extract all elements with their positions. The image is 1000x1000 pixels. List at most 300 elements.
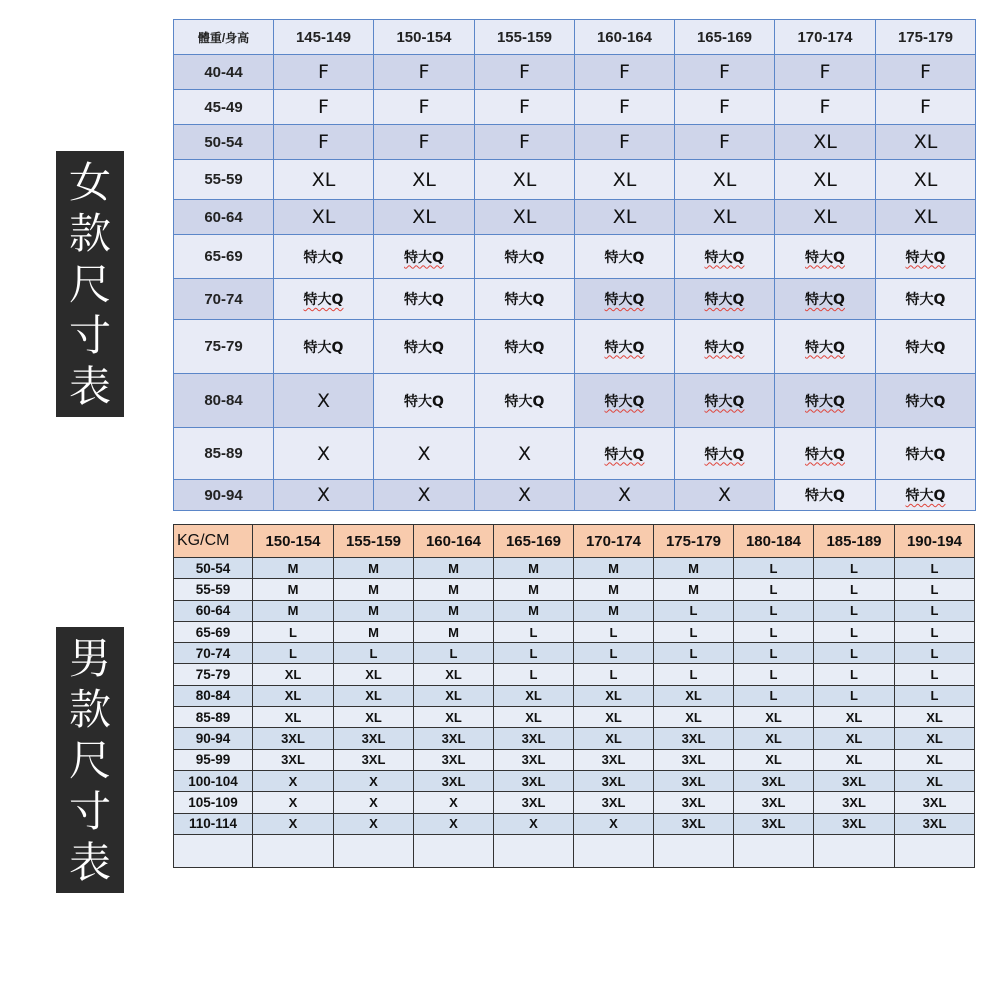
size-value: 特大Q (404, 249, 444, 266)
size-cell: L (414, 643, 494, 664)
column-header: 150-154 (374, 20, 475, 55)
size-cell: L (814, 685, 895, 706)
size-cell (475, 160, 575, 200)
column-header: 175-179 (654, 525, 734, 558)
size-cell: M (334, 579, 414, 600)
size-cell: L (494, 664, 574, 685)
size-value: X (517, 484, 532, 506)
row-header: 80-84 (174, 374, 274, 428)
size-cell: L (895, 579, 975, 600)
column-header: 160-164 (414, 525, 494, 558)
size-cell: XL (895, 749, 975, 770)
size-cell: X (253, 813, 334, 834)
table-row (174, 600, 975, 621)
table-row (174, 320, 976, 374)
column-header: 145-149 (274, 20, 374, 55)
table-row (174, 480, 976, 511)
column-header: 155-159 (334, 525, 414, 558)
size-cell: 3XL (654, 792, 734, 813)
size-cell: L (654, 664, 734, 685)
label-char: 女 (68, 157, 111, 207)
size-cell (575, 374, 675, 428)
size-cell: M (494, 579, 574, 600)
size-cell (775, 374, 876, 428)
table-row (174, 728, 975, 749)
size-cell (876, 125, 976, 160)
size-value: XL (512, 168, 537, 191)
size-cell (374, 279, 475, 320)
size-value: 特大Q (704, 446, 745, 463)
size-cell (575, 160, 675, 200)
size-value: XL (311, 168, 336, 191)
size-value: X (417, 484, 431, 506)
size-cell: L (814, 600, 895, 621)
size-cell: XL (253, 707, 334, 728)
size-cell: 3XL (494, 792, 574, 813)
size-cell: 3XL (734, 792, 814, 813)
size-cell: L (253, 621, 334, 642)
size-cell (775, 480, 876, 511)
size-cell: XL (574, 685, 654, 706)
size-value: 特大Q (604, 292, 645, 308)
size-cell: L (494, 621, 574, 642)
size-cell: XL (253, 664, 334, 685)
size-value: F (418, 96, 430, 118)
size-cell: X (253, 770, 334, 791)
size-cell (876, 55, 976, 90)
row-header: 75-79 (174, 664, 253, 685)
size-cell: L (814, 621, 895, 642)
size-value: 特大Q (805, 446, 845, 463)
row-header: 105-109 (174, 792, 253, 813)
size-value: 特大Q (604, 249, 645, 266)
size-cell: M (253, 558, 334, 579)
size-value: 特大Q (704, 249, 745, 266)
column-header: 150-154 (253, 525, 334, 558)
size-cell: 3XL (814, 792, 895, 813)
size-cell: X (574, 813, 654, 834)
size-cell (414, 834, 494, 867)
size-value: XL (813, 168, 837, 191)
size-cell: L (574, 664, 654, 685)
size-cell (675, 480, 775, 511)
size-cell (494, 834, 574, 867)
size-cell: 3XL (494, 728, 574, 749)
size-cell (675, 55, 775, 90)
size-cell: L (734, 600, 814, 621)
size-cell: XL (334, 685, 414, 706)
size-cell: 3XL (654, 749, 734, 770)
size-cell (253, 834, 334, 867)
size-cell (274, 480, 374, 511)
size-value: 特大Q (905, 249, 946, 266)
table-row (174, 621, 975, 642)
table-row (174, 664, 975, 685)
column-header: 170-174 (574, 525, 654, 558)
label-char: 寸 (68, 786, 111, 836)
size-cell: 3XL (574, 749, 654, 770)
table-row (174, 707, 975, 728)
size-cell: XL (414, 685, 494, 706)
size-cell: XL (895, 728, 975, 749)
row-header: 70-74 (174, 643, 253, 664)
size-cell (675, 320, 775, 374)
size-cell (675, 279, 775, 320)
size-value: F (819, 61, 831, 83)
size-cell: XL (734, 707, 814, 728)
size-value: 特大Q (604, 446, 645, 463)
size-cell: 3XL (253, 749, 334, 770)
size-cell (575, 55, 675, 90)
size-cell: M (253, 600, 334, 621)
size-cell (374, 125, 475, 160)
size-value: F (920, 96, 931, 118)
size-value: 特大Q (704, 339, 745, 356)
size-cell (334, 834, 414, 867)
size-cell: L (814, 558, 895, 579)
size-cell (475, 90, 575, 125)
label-char: 寸 (68, 310, 111, 360)
size-value: 特大Q (805, 393, 845, 410)
size-cell (775, 320, 876, 374)
size-cell (675, 160, 775, 200)
size-cell: XL (895, 707, 975, 728)
corner-header: KG/CM (174, 525, 253, 558)
label-char: 男 (68, 633, 111, 683)
size-cell (876, 480, 976, 511)
corner-header: 體重/身高 (174, 20, 274, 55)
size-value: XL (913, 206, 938, 228)
size-value: X (517, 442, 532, 465)
size-cell: M (574, 579, 654, 600)
size-value: 特大Q (303, 249, 344, 266)
size-cell (274, 90, 374, 125)
label-char: 表 (68, 837, 111, 887)
column-header: 180-184 (734, 525, 814, 558)
label-char: 表 (68, 361, 111, 411)
row-header: 60-64 (174, 600, 253, 621)
size-cell (876, 90, 976, 125)
size-cell: XL (334, 707, 414, 728)
size-cell (274, 200, 374, 235)
size-value: 特大Q (504, 339, 545, 356)
size-cell: L (895, 664, 975, 685)
size-value: 特大Q (905, 292, 946, 308)
size-cell: 3XL (814, 770, 895, 791)
size-value: XL (913, 168, 938, 191)
table-row (174, 428, 976, 480)
size-cell: M (253, 579, 334, 600)
size-value: 特大Q (504, 292, 545, 308)
size-value: F (418, 131, 430, 153)
size-cell: M (334, 621, 414, 642)
size-cell (274, 279, 374, 320)
size-cell: 3XL (414, 749, 494, 770)
row-header: 55-59 (174, 160, 274, 200)
size-cell: L (253, 643, 334, 664)
table-row (174, 643, 975, 664)
size-cell: L (734, 579, 814, 600)
size-cell (775, 428, 876, 480)
size-value: 特大Q (604, 339, 645, 356)
size-cell: L (895, 643, 975, 664)
size-cell (876, 279, 976, 320)
row-header: 70-74 (174, 279, 274, 320)
size-value: X (316, 442, 331, 465)
size-cell: L (814, 664, 895, 685)
size-cell (575, 428, 675, 480)
size-value: 特大Q (905, 339, 946, 356)
size-value: XL (612, 168, 637, 191)
size-cell (574, 834, 654, 867)
size-value: 特大Q (303, 339, 344, 356)
size-value: 特大Q (805, 292, 845, 308)
size-cell (274, 374, 374, 428)
size-value: 特大Q (504, 249, 545, 266)
size-cell: M (414, 621, 494, 642)
size-value: F (719, 96, 730, 118)
size-value: 特大Q (704, 393, 745, 410)
size-value: F (418, 61, 430, 83)
size-value: 特大Q (404, 393, 444, 410)
size-cell: L (734, 558, 814, 579)
size-cell: XL (734, 728, 814, 749)
size-value: F (719, 61, 730, 83)
label-char: 款 (68, 208, 111, 258)
row-header: 55-59 (174, 579, 253, 600)
row-header: 50-54 (174, 558, 253, 579)
size-cell (876, 320, 976, 374)
row-header (174, 834, 253, 867)
size-value: XL (813, 206, 837, 228)
column-header: 155-159 (475, 20, 575, 55)
size-cell: 3XL (334, 728, 414, 749)
size-value: F (619, 61, 630, 83)
size-value: XL (311, 206, 336, 228)
size-cell (876, 428, 976, 480)
size-cell: XL (414, 664, 494, 685)
size-cell (475, 200, 575, 235)
size-cell (274, 320, 374, 374)
column-header: 165-169 (494, 525, 574, 558)
size-cell (374, 374, 475, 428)
row-header: 85-89 (174, 707, 253, 728)
size-cell: XL (494, 707, 574, 728)
size-cell: M (414, 579, 494, 600)
size-cell: X (414, 813, 494, 834)
size-cell (775, 200, 876, 235)
size-cell: X (334, 792, 414, 813)
size-cell: L (494, 643, 574, 664)
size-value: F (619, 96, 630, 118)
size-cell (775, 125, 876, 160)
size-cell (274, 125, 374, 160)
size-cell (675, 90, 775, 125)
size-cell (374, 235, 475, 279)
size-cell (475, 55, 575, 90)
size-cell: 3XL (574, 792, 654, 813)
size-cell: 3XL (654, 813, 734, 834)
size-value: XL (712, 168, 737, 191)
size-value: X (717, 484, 732, 506)
table-row (174, 235, 976, 279)
size-cell (775, 55, 876, 90)
size-value: X (417, 442, 431, 465)
size-cell (814, 834, 895, 867)
size-cell: M (334, 558, 414, 579)
size-value: F (318, 131, 329, 153)
label-char: 尺 (68, 735, 111, 785)
size-cell: 3XL (494, 770, 574, 791)
size-value: XL (512, 206, 537, 228)
size-cell: XL (814, 728, 895, 749)
size-cell: XL (654, 685, 734, 706)
size-value: 特大Q (504, 393, 545, 410)
size-cell: 3XL (574, 770, 654, 791)
size-cell (775, 160, 876, 200)
size-value: F (819, 96, 831, 118)
size-cell (675, 125, 775, 160)
size-cell: M (654, 579, 734, 600)
size-cell: X (414, 792, 494, 813)
size-value: 特大Q (805, 249, 845, 266)
size-cell (876, 374, 976, 428)
size-cell (374, 428, 475, 480)
size-value: F (920, 61, 931, 83)
row-header: 75-79 (174, 320, 274, 374)
size-cell: XL (574, 728, 654, 749)
size-cell: L (574, 643, 654, 664)
size-value: 特大Q (905, 446, 946, 463)
size-cell: M (574, 558, 654, 579)
size-cell (374, 55, 475, 90)
header-row (174, 525, 975, 558)
column-header: 165-169 (675, 20, 775, 55)
table-row (174, 55, 976, 90)
size-cell: M (654, 558, 734, 579)
size-cell: M (494, 558, 574, 579)
size-cell: XL (574, 707, 654, 728)
empty-row (174, 834, 975, 867)
table-row (174, 813, 975, 834)
row-header: 95-99 (174, 749, 253, 770)
size-cell (374, 160, 475, 200)
label-char: 尺 (68, 259, 111, 309)
size-cell: L (814, 643, 895, 664)
size-cell (775, 235, 876, 279)
size-value: 特大Q (704, 292, 745, 308)
size-value: F (318, 61, 329, 83)
size-cell: X (334, 770, 414, 791)
table-row (174, 90, 976, 125)
size-value: F (519, 96, 530, 118)
row-header: 110-114 (174, 813, 253, 834)
size-cell (675, 428, 775, 480)
size-cell (734, 834, 814, 867)
size-value: XL (712, 206, 737, 228)
row-header: 60-64 (174, 200, 274, 235)
row-header: 65-69 (174, 235, 274, 279)
size-value: 特大Q (905, 488, 946, 504)
size-cell: M (574, 600, 654, 621)
header-row (174, 20, 976, 55)
size-cell: XL (494, 685, 574, 706)
size-cell: L (895, 558, 975, 579)
size-cell: 3XL (895, 792, 975, 813)
size-cell: 3XL (414, 770, 494, 791)
size-cell: 3XL (814, 813, 895, 834)
size-cell: L (895, 621, 975, 642)
table-row (174, 160, 976, 200)
size-cell: 3XL (334, 749, 414, 770)
size-cell (876, 200, 976, 235)
size-cell: X (494, 813, 574, 834)
size-cell: XL (334, 664, 414, 685)
size-cell (374, 90, 475, 125)
size-cell: 3XL (734, 770, 814, 791)
size-cell: L (895, 600, 975, 621)
size-cell: L (654, 621, 734, 642)
label-char: 款 (68, 684, 111, 734)
size-cell: M (414, 600, 494, 621)
men-size-table (173, 524, 975, 868)
size-cell (575, 320, 675, 374)
size-cell (475, 374, 575, 428)
size-cell (575, 90, 675, 125)
size-cell (374, 200, 475, 235)
size-value: 特大Q (404, 339, 444, 356)
size-cell (575, 125, 675, 160)
size-value: XL (412, 168, 436, 191)
size-cell: XL (253, 685, 334, 706)
column-header: 190-194 (895, 525, 975, 558)
column-header: 175-179 (876, 20, 976, 55)
size-cell (475, 428, 575, 480)
size-cell: XL (654, 707, 734, 728)
size-cell: XL (734, 749, 814, 770)
size-value: XL (913, 131, 938, 153)
women-size-chart-label (56, 151, 124, 417)
size-cell (876, 160, 976, 200)
size-cell: L (895, 685, 975, 706)
size-value: XL (412, 206, 436, 228)
size-value: X (617, 484, 632, 506)
table-row (174, 279, 976, 320)
size-cell (274, 160, 374, 200)
row-header: 40-44 (174, 55, 274, 90)
size-cell (876, 235, 976, 279)
size-cell (274, 235, 374, 279)
men-size-chart-label (56, 627, 124, 893)
row-header: 45-49 (174, 90, 274, 125)
size-value: 特大Q (303, 292, 344, 308)
size-cell (775, 90, 876, 125)
table-row (174, 685, 975, 706)
table-row (174, 125, 976, 160)
women-size-table (173, 19, 976, 511)
size-cell: L (334, 643, 414, 664)
size-cell (274, 55, 374, 90)
size-cell (654, 834, 734, 867)
size-cell: 3XL (253, 728, 334, 749)
size-cell (575, 480, 675, 511)
size-cell (475, 125, 575, 160)
row-header: 80-84 (174, 685, 253, 706)
size-cell: M (414, 558, 494, 579)
table-row (174, 770, 975, 791)
table-row (174, 558, 975, 579)
size-cell (475, 235, 575, 279)
